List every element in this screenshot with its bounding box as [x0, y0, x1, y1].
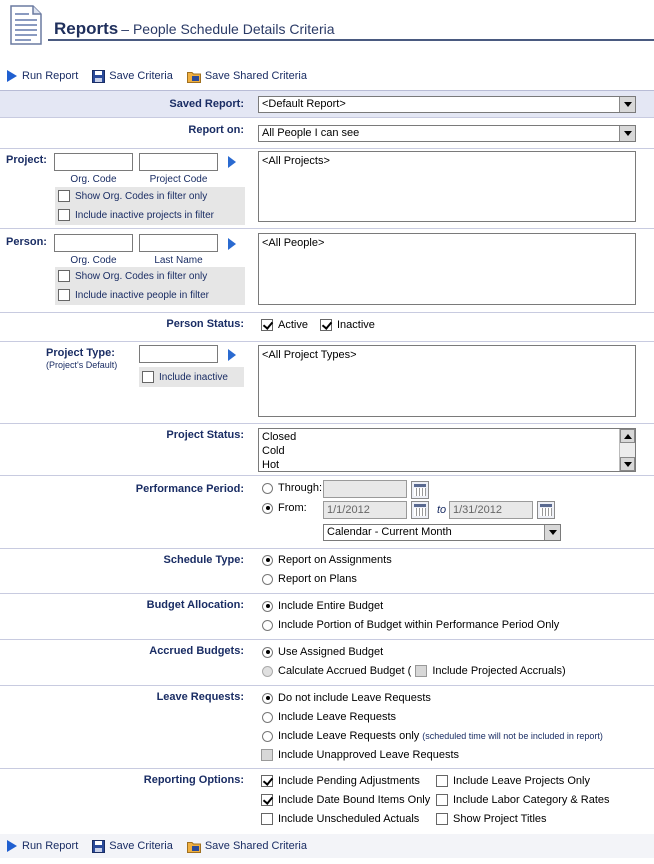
from-radio[interactable] [262, 502, 307, 514]
budget-allocation-label: Budget Allocation: [146, 599, 244, 611]
checkbox-box[interactable] [58, 190, 70, 202]
project-type-include-inactive-checkbox[interactable] [142, 371, 228, 383]
radio-circle[interactable] [262, 503, 273, 514]
checkbox-box[interactable] [261, 813, 273, 825]
projects-listbox[interactable] [258, 151, 636, 222]
person-last-name-input[interactable] [139, 234, 218, 252]
project-filter-options-panel [55, 187, 245, 225]
radio-circle[interactable] [262, 620, 273, 631]
do-not-include-leave-label: Do not include Leave Requests [278, 692, 431, 704]
radio-circle[interactable] [262, 693, 273, 704]
performance-period-row [0, 475, 654, 548]
radio-circle[interactable] [262, 712, 273, 723]
radio-circle[interactable] [262, 731, 273, 742]
checkbox-box[interactable] [436, 794, 448, 806]
accrued-budgets-row [0, 639, 654, 685]
header-divider [48, 39, 654, 41]
active-label: Active [278, 319, 308, 331]
criteria-form [0, 90, 654, 832]
person-status-label: Person Status: [166, 318, 244, 330]
project-type-sublabel: (Project's Default) [46, 360, 118, 370]
page-title [54, 19, 335, 39]
list-item[interactable]: Cold [262, 445, 285, 457]
project-status-row [0, 423, 654, 475]
include-entire-budget-label: Include Entire Budget [278, 600, 384, 612]
project-include-inactive-checkbox[interactable] [58, 209, 214, 221]
use-assigned-budget-radio[interactable] [262, 646, 383, 658]
include-portion-budget-radio[interactable] [262, 619, 559, 631]
radio-circle[interactable] [262, 601, 273, 612]
report-on-row [0, 117, 654, 148]
include-leave-requests-only-label: Include Leave Requests only [278, 730, 420, 742]
shared-folder-icon [187, 840, 201, 853]
through-label: Through: [278, 482, 323, 494]
person-filter-options-panel [55, 267, 245, 305]
include-leave-projects-label: Include Leave Projects Only [453, 775, 590, 787]
save-shared-criteria-label: Save Shared Criteria [204, 70, 307, 82]
checkbox-box[interactable] [142, 371, 154, 383]
calendar-icon[interactable] [537, 501, 555, 519]
run-report-button[interactable] [6, 70, 78, 82]
include-projected-accruals-label: Include Projected Accruals) [432, 665, 566, 677]
list-item[interactable]: <All Projects> [262, 155, 330, 167]
report-on-value: All People I can see [262, 127, 360, 139]
save-criteria-button-bottom[interactable] [92, 840, 173, 853]
include-unapproved-leave-label: Include Unapproved Leave Requests [278, 749, 460, 761]
chevron-down-icon [619, 126, 635, 141]
checkbox-box[interactable] [58, 270, 70, 282]
include-entire-budget-radio[interactable] [262, 600, 383, 612]
checkbox-box[interactable] [320, 319, 332, 331]
report-on-assignments-label: Report on Assignments [278, 554, 392, 566]
run-report-label: Run Report [22, 840, 79, 852]
radio-circle[interactable] [262, 483, 273, 494]
radio-circle[interactable] [262, 574, 273, 585]
list-item[interactable]: <All Project Types> [262, 349, 357, 361]
page-title-main: Reports [54, 19, 119, 38]
include-unscheduled-actuals-label: Include Unscheduled Actuals [278, 813, 420, 825]
through-date-input[interactable] [323, 480, 407, 498]
report-on-plans-radio[interactable] [262, 573, 357, 585]
reporting-options-label: Reporting Options: [143, 774, 244, 786]
report-document-icon [9, 5, 43, 45]
person-last-name-caption: Last Name [154, 255, 203, 266]
person-org-code-input[interactable] [54, 234, 133, 252]
include-leave-requests-radio[interactable] [262, 711, 396, 723]
from-date-input[interactable]: 1/1/2012 [323, 501, 407, 519]
report-on-label: Report on: [188, 124, 244, 136]
chevron-down-icon [544, 525, 560, 540]
include-leave-requests-only-radio[interactable] [262, 730, 603, 742]
report-on-assignments-radio[interactable] [262, 554, 392, 566]
include-pending-adjustments-label: Include Pending Adjustments [278, 775, 420, 787]
checkbox-box[interactable] [261, 749, 273, 761]
people-listbox[interactable] [258, 233, 636, 305]
reporting-options-row [0, 768, 654, 832]
person-row [0, 228, 654, 312]
person-label: Person: [6, 236, 47, 248]
inactive-label: Inactive [337, 319, 375, 331]
leave-requests-label: Leave Requests: [156, 691, 244, 703]
list-item[interactable]: Hot [262, 459, 280, 471]
report-on-select[interactable] [258, 125, 636, 142]
save-shared-criteria-button[interactable] [187, 70, 307, 83]
saved-report-value: <Default Report> [262, 98, 346, 110]
person-include-inactive-label: Include inactive people in filter [75, 289, 209, 301]
show-project-titles-checkbox[interactable] [436, 813, 547, 825]
project-types-listbox[interactable] [258, 345, 636, 417]
person-show-org-codes-checkbox[interactable] [58, 270, 207, 282]
person-org-code-caption: Org. Code [70, 255, 117, 266]
use-assigned-budget-label: Use Assigned Budget [278, 646, 384, 658]
save-shared-criteria-button-bottom[interactable] [187, 840, 307, 853]
include-leave-requests-label: Include Leave Requests [278, 711, 397, 723]
checkbox-box[interactable] [261, 775, 273, 787]
project-type-options-panel [139, 367, 244, 387]
period-select[interactable] [323, 524, 561, 541]
show-project-titles-label: Show Project Titles [453, 813, 547, 825]
save-shared-criteria-label: Save Shared Criteria [204, 840, 307, 852]
project-status-label: Project Status: [166, 429, 244, 441]
checkbox-box[interactable] [58, 209, 70, 221]
leave-requests-row [0, 685, 654, 768]
floppy-disk-icon [92, 840, 105, 853]
save-criteria-button[interactable] [92, 70, 173, 83]
radio-circle[interactable] [262, 555, 273, 566]
leave-only-note: (scheduled time will not be included in report) [422, 731, 603, 741]
person-status-inactive-checkbox[interactable] [320, 319, 375, 331]
apply-filter-arrow-icon[interactable] [228, 238, 236, 250]
checkbox-box[interactable] [58, 289, 70, 301]
project-org-code-input[interactable] [54, 153, 133, 171]
save-criteria-label: Save Criteria [109, 840, 173, 852]
project-org-code-caption: Org. Code [70, 174, 117, 185]
run-report-button-bottom[interactable] [6, 840, 78, 852]
include-unapproved-leave-checkbox[interactable] [261, 749, 459, 761]
checkbox-box[interactable] [261, 319, 273, 331]
include-date-bound-checkbox[interactable] [261, 794, 430, 806]
top-toolbar [0, 64, 654, 88]
radio-circle[interactable] [262, 666, 273, 677]
project-code-input[interactable] [139, 153, 218, 171]
apply-filter-arrow-icon[interactable] [228, 156, 236, 168]
shared-folder-icon [187, 70, 201, 83]
saved-report-select[interactable] [258, 96, 636, 113]
saved-report-label: Saved Report: [169, 98, 244, 110]
saved-report-row [0, 90, 654, 117]
do-not-include-leave-radio[interactable] [262, 692, 431, 704]
project-code-caption: Project Code [149, 174, 208, 185]
accrued-budgets-label: Accrued Budgets: [149, 645, 244, 657]
project-type-label: Project Type: [46, 347, 115, 359]
checkbox-box[interactable] [436, 813, 448, 825]
chevron-down-icon [619, 97, 635, 112]
page-title-sub: – People Schedule Details Criteria [121, 21, 335, 37]
project-include-inactive-label: Include inactive projects in filter [75, 209, 214, 221]
through-radio[interactable] [262, 482, 322, 494]
floppy-disk-icon [92, 70, 105, 83]
person-include-inactive-checkbox[interactable] [58, 289, 209, 301]
checkbox-box[interactable] [261, 794, 273, 806]
play-icon [6, 70, 18, 82]
scroll-up-icon[interactable] [620, 429, 635, 443]
bottom-toolbar [0, 834, 654, 858]
include-unscheduled-actuals-checkbox[interactable] [261, 813, 419, 825]
period-select-value: Calendar - Current Month [327, 526, 452, 538]
project-row [0, 148, 654, 228]
calculate-accrued-budget-radio[interactable] [262, 665, 566, 677]
play-icon [6, 840, 18, 852]
include-projected-accruals-checkbox[interactable] [415, 665, 427, 677]
run-report-label: Run Report [22, 70, 79, 82]
include-date-bound-label: Include Date Bound Items Only [278, 794, 431, 806]
from-label: From: [278, 502, 307, 514]
budget-allocation-row [0, 593, 654, 639]
to-label: to [437, 504, 447, 516]
calendar-icon[interactable] [411, 481, 429, 499]
performance-period-label: Performance Period: [135, 483, 244, 495]
report-on-plans-label: Report on Plans [278, 573, 357, 585]
project-status-listbox[interactable] [258, 428, 636, 472]
include-labor-category-label: Include Labor Category & Rates [453, 794, 610, 806]
include-leave-projects-checkbox[interactable] [436, 775, 590, 787]
include-labor-category-checkbox[interactable] [436, 794, 610, 806]
page-header [0, 0, 654, 44]
project-status-scrollbar[interactable] [619, 429, 635, 471]
project-label: Project: [6, 154, 47, 166]
project-type-include-inactive-label: Include inactive [159, 371, 228, 383]
include-portion-budget-label: Include Portion of Budget within Performance Period Only [278, 619, 560, 631]
radio-circle[interactable] [262, 647, 273, 658]
person-status-row [0, 312, 654, 341]
include-pending-adjustments-checkbox[interactable] [261, 775, 420, 787]
project-show-org-codes-checkbox[interactable] [58, 190, 207, 202]
save-criteria-label: Save Criteria [109, 70, 173, 82]
project-type-row [0, 341, 654, 423]
to-date-input[interactable]: 1/31/2012 [449, 501, 533, 519]
schedule-type-row [0, 548, 654, 593]
schedule-type-label: Schedule Type: [163, 554, 244, 566]
scroll-down-icon[interactable] [620, 457, 635, 471]
calculate-accrued-budget-label: Calculate Accrued Budget ( [278, 665, 412, 677]
calendar-icon[interactable] [411, 501, 429, 519]
person-status-active-checkbox[interactable] [261, 319, 308, 331]
person-show-org-codes-label: Show Org. Codes in filter only [75, 270, 208, 282]
apply-filter-arrow-icon[interactable] [228, 349, 236, 361]
list-item[interactable]: Closed [262, 431, 297, 443]
checkbox-box[interactable] [436, 775, 448, 787]
project-show-org-codes-label: Show Org. Codes in filter only [75, 190, 208, 202]
project-type-input[interactable] [139, 345, 218, 363]
list-item[interactable]: <All People> [262, 237, 325, 249]
